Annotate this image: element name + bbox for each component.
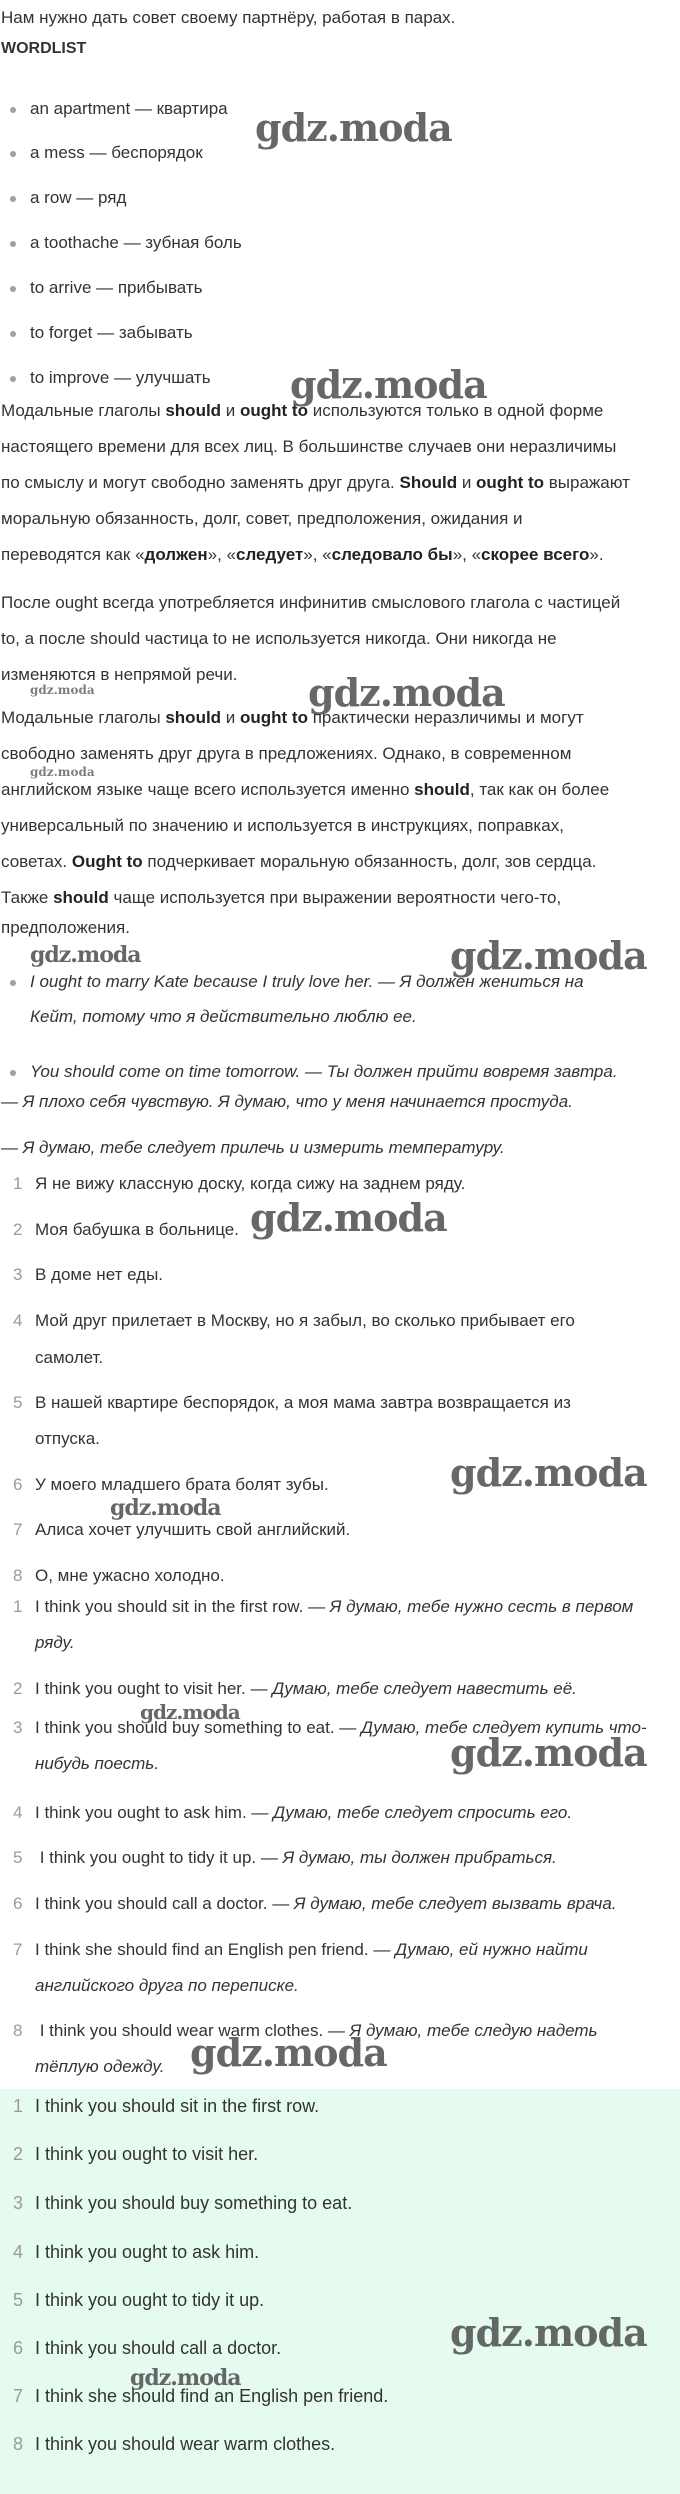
bullet-icon	[10, 107, 16, 113]
example-item: You should come on time tomorrow. — Ты должен прийти вовремя завтра.	[10, 1060, 618, 1084]
wordlist-item: a mess — беспорядок	[10, 141, 203, 165]
wordlist-item: a toothache — зубная боль	[10, 231, 242, 255]
list-item: 1 I think you should sit in the first row. — Я думаю, тебе нужно сесть в первом	[13, 1597, 634, 1616]
example-item: I ought to marry Kate because I truly love her. — Я должен жениться на	[10, 970, 584, 994]
answer-item: 1 I think you should sit in the first row.	[13, 2096, 320, 2116]
bullet-icon	[10, 331, 16, 337]
watermark-logo: gdz.moda	[450, 1730, 647, 1775]
watermark-logo: gdz.moda	[308, 670, 505, 715]
list-item: 7 Алиса хочет улучшить свой английский.	[13, 1520, 351, 1539]
watermark-logo: gdz.moda	[130, 2365, 241, 2391]
answer-item: 6 I think you should call a doctor.	[13, 2338, 282, 2358]
list-item: 3 I think you should buy something to eat. — Думаю, тебе следует купить что-	[13, 1718, 647, 1737]
watermark-logo: gdz.moda	[110, 1495, 221, 1521]
list-item: 5 В нашей квартире беспорядок, а моя мама завтра возвращается из	[13, 1393, 571, 1412]
watermark-logo: gdz.moda	[450, 2310, 647, 2355]
answer-item: 3 I think you should buy something to eat.	[13, 2193, 353, 2213]
answer-item: 4 I think you ought to ask him.	[13, 2242, 260, 2262]
watermark-logo: gdz.moda	[140, 1700, 240, 1724]
watermark-logo: gdz.moda	[450, 1450, 647, 1495]
bullet-icon	[10, 151, 16, 157]
watermark-logo: gdz.moda	[30, 683, 95, 697]
answer-item: 5 I think you ought to tidy it up.	[13, 2290, 265, 2310]
list-item: 7 I think she should find an English pen friend. — Думаю, ей нужно найти	[13, 1940, 588, 1959]
bullet-icon	[10, 241, 16, 247]
wordlist-item: to improve — улучшать	[10, 366, 211, 390]
answer-item: 8 I think you should wear warm clothes.	[13, 2434, 336, 2454]
list-item: 6 У моего младшего брата болят зубы.	[13, 1475, 329, 1494]
answer-item: 7 I think she should find an English pen friend.	[13, 2386, 389, 2406]
wordlist-item: an apartment — квартира	[10, 97, 228, 121]
list-item: 5 I think you ought to tidy it up. — Я думаю, ты должен прибраться.	[13, 1848, 557, 1867]
list-item: 2 I think you ought to visit her. — Думаю, тебе следует навестить её.	[13, 1679, 577, 1698]
list-item: 8 О, мне ужасно холодно.	[13, 1566, 225, 1585]
wordlist-title: WORDLIST	[1, 40, 87, 57]
list-item: 4 Мой друг прилетает в Москву, но я забыл, во сколько прибывает его	[13, 1311, 575, 1330]
watermark-logo: gdz.moda	[30, 942, 141, 968]
watermark-logo: gdz.moda	[290, 362, 487, 407]
wordlist-item: to arrive — прибывать	[10, 276, 203, 300]
bullet-icon	[10, 196, 16, 202]
watermark-logo: gdz.moda	[450, 933, 647, 978]
dialog-line: — Я плохо себя чувствую. Я думаю, что у меня начинается простуда.	[1, 1092, 573, 1111]
dialog-line: — Я думаю, тебе следует прилечь и измерить температуру.	[1, 1138, 505, 1157]
bullet-icon	[10, 980, 16, 986]
wordlist-item: to forget — забывать	[10, 321, 193, 345]
watermark-logo: gdz.moda	[255, 105, 452, 150]
bullet-icon	[10, 1070, 16, 1076]
list-item: 2 Моя бабушка в больнице.	[13, 1220, 239, 1239]
list-item: 8 I think you should wear warm clothes. — Я думаю, тебе следую надеть	[13, 2021, 598, 2040]
bullet-icon	[10, 376, 16, 382]
watermark-logo: gdz.moda	[250, 1195, 447, 1240]
watermark-logo: gdz.moda	[30, 765, 95, 779]
list-item: 3 В доме нет еды.	[13, 1265, 164, 1284]
intro-text: Нам нужно дать совет своему партнёру, работая в парах.	[1, 8, 456, 27]
list-item: 6 I think you should call a doctor. — Я думаю, тебе следует вызвать врача.	[13, 1894, 617, 1913]
list-item: 4 I think you ought to ask him. — Думаю, тебе следует спросить его.	[13, 1803, 573, 1822]
list-item: 1 Я не вижу классную доску, когда сижу на заднем ряду.	[13, 1174, 466, 1193]
wordlist-item: a row — ряд	[10, 186, 126, 210]
bullet-icon	[10, 286, 16, 292]
watermark-logo: gdz.moda	[190, 2030, 387, 2075]
answer-item: 2 I think you ought to visit her.	[13, 2144, 259, 2164]
